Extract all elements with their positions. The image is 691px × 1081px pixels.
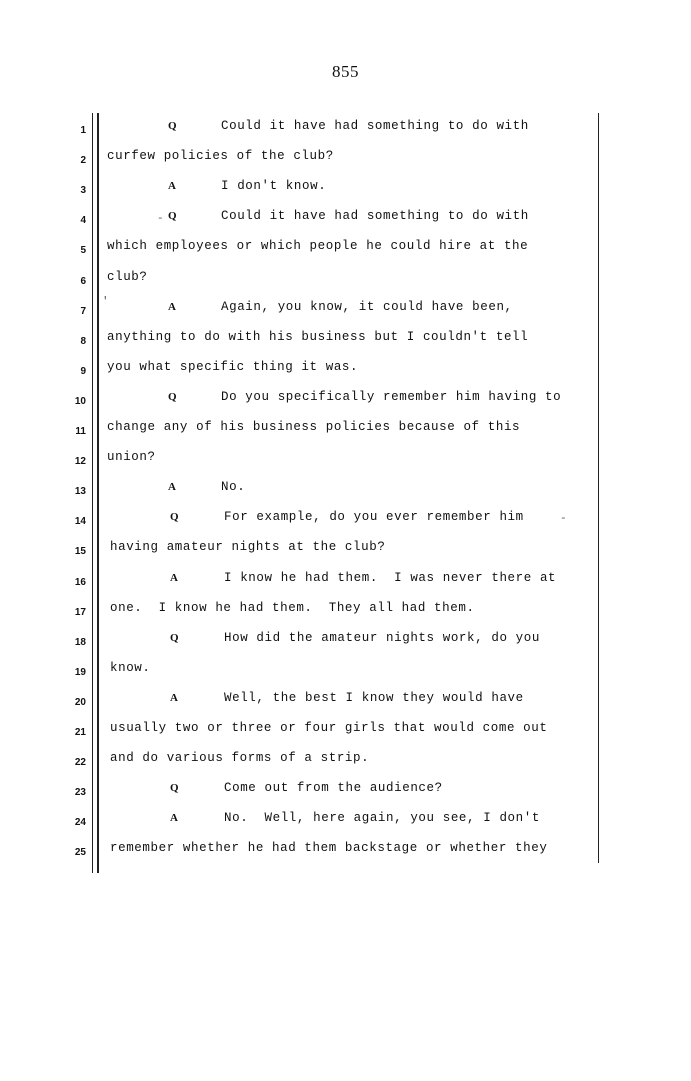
- line-number: 20: [74, 697, 86, 708]
- transcript-line-text: I know he had them. I was never there at: [224, 571, 557, 585]
- transcript-line-text: Could it have had something to do with: [221, 119, 529, 133]
- line-number: 11: [75, 426, 86, 437]
- line-number: 12: [74, 456, 86, 467]
- transcript-line-text: which employees or which people he could hire at the: [107, 239, 529, 253]
- line-number: 5: [80, 245, 86, 256]
- line-number: 9: [80, 366, 86, 377]
- stray-mark: ': [102, 296, 109, 308]
- question-marker: Q: [170, 511, 179, 523]
- line-number: 8: [80, 336, 86, 347]
- left-margin-rule: [92, 113, 93, 873]
- transcript-line-text: know.: [110, 661, 151, 675]
- transcript-line-text: union?: [107, 450, 156, 464]
- line-number: 7: [80, 306, 86, 317]
- question-marker: Q: [168, 210, 177, 222]
- transcript-line-text: and do various forms of a strip.: [110, 751, 370, 765]
- question-marker: Q: [168, 391, 177, 403]
- transcript-line-text: How did the amateur nights work, do you: [224, 631, 540, 645]
- line-number: 19: [74, 667, 86, 678]
- transcript-line-text: Again, you know, it could have been,: [221, 300, 513, 314]
- transcript-line-text: Could it have had something to do with: [221, 209, 529, 223]
- transcript-line-text: I don't know.: [221, 179, 327, 193]
- transcript-line-text: Well, the best I know they would have: [224, 691, 524, 705]
- answer-marker: A: [168, 301, 176, 313]
- answer-marker: A: [168, 481, 176, 493]
- transcript-line-text: usually two or three or four girls that would come out: [110, 721, 548, 735]
- transcript-line-text: having amateur nights at the club?: [110, 540, 386, 554]
- transcript-line-text: For example, do you ever remember him: [224, 510, 524, 524]
- line-number: 21: [74, 727, 86, 738]
- transcript-line-text: curfew policies of the club?: [107, 149, 334, 163]
- transcript-line-text: one. I know he had them. They all had them.: [110, 601, 475, 615]
- line-number: 4: [80, 215, 86, 226]
- question-marker: Q: [170, 782, 179, 794]
- answer-marker: A: [170, 812, 178, 824]
- line-number: 15: [74, 546, 86, 557]
- question-marker: Q: [170, 632, 179, 644]
- page-number: 855: [332, 62, 359, 81]
- transcript-line-text: No. Well, here again, you see, I don't: [224, 811, 540, 825]
- line-number: 13: [74, 486, 86, 497]
- line-number: 23: [74, 787, 86, 798]
- transcript-line-text: Do you specifically remember him having to: [221, 390, 562, 404]
- answer-marker: A: [170, 692, 178, 704]
- transcript-line-text: Come out from the audience?: [224, 781, 443, 795]
- transcript-line-text: remember whether he had them backstage or whether they: [110, 841, 548, 855]
- line-number: 24: [74, 817, 86, 828]
- transcript-line-text: No.: [221, 480, 246, 494]
- question-marker: Q: [168, 120, 177, 132]
- stray-mark: -: [560, 513, 567, 525]
- right-margin-rule: [598, 113, 599, 863]
- line-number: 10: [74, 396, 86, 407]
- line-number: 2: [80, 155, 86, 166]
- line-number: 18: [74, 637, 86, 648]
- line-number: 17: [74, 607, 86, 618]
- transcript-line-text: you what specific thing it was.: [107, 360, 359, 374]
- line-number: 14: [74, 516, 86, 527]
- transcript-line-text: club?: [107, 270, 148, 284]
- line-number: 1: [80, 125, 86, 136]
- line-number: 16: [74, 577, 86, 588]
- transcript-line-text: anything to do with his business but I couldn't tell: [107, 330, 529, 344]
- left-margin-double-rule: [97, 113, 99, 873]
- transcript-line-text: change any of his business policies because of this: [107, 420, 521, 434]
- answer-marker: A: [170, 572, 178, 584]
- line-number: 22: [74, 757, 86, 768]
- stray-mark: -: [157, 213, 164, 225]
- line-number: 25: [74, 847, 86, 858]
- line-number: 3: [80, 185, 86, 196]
- line-number: 6: [80, 276, 86, 287]
- answer-marker: A: [168, 180, 176, 192]
